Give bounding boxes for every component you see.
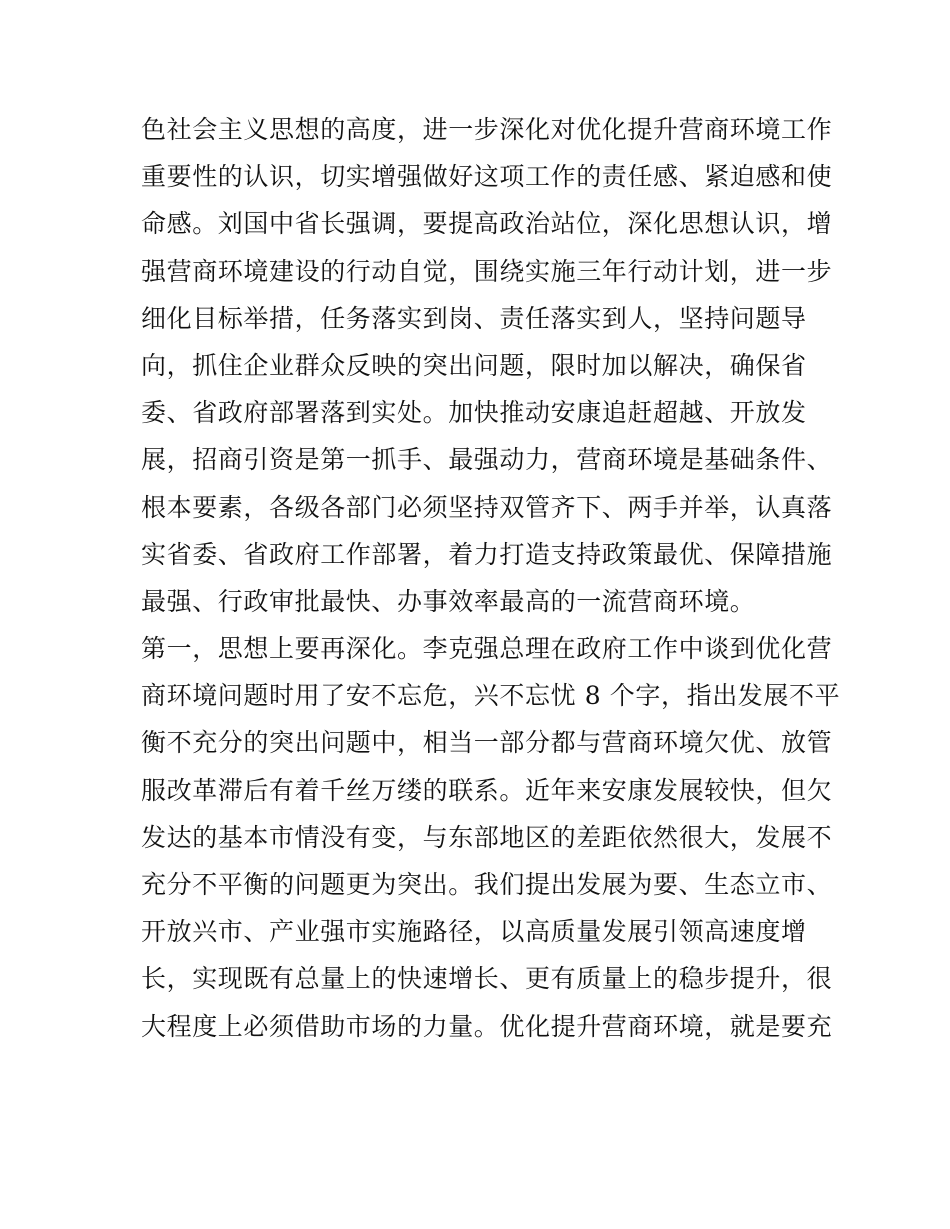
text-line: 衡不充分的突出问题中，相当一部分都与营商环境欠优、放管 [141,728,833,758]
text-line: 命感。刘国中省长强调，要提高政治站位，深化思想认识，增 [141,209,833,239]
text-line: 色社会主义思想的高度，进一步深化对优化提升营商环境工作 [141,115,833,144]
text-line: 向，抓住企业群众反映的突出问题，限时加以解决，确保省 [141,350,807,380]
text-line: 发达的基本市情没有变，与东部地区的差距依然很大，发展不 [141,822,833,852]
text-line: 服改革滞后有着千丝万缕的联系。近年来安康发展较快，但欠 [141,775,833,805]
text-line: 开放兴市、产业强市实施路径，以高质量发展引领高速度增 [141,917,807,947]
text-line: 重要性的认识，切实增强做好这项工作的责任感、紧迫感和使 [141,162,833,192]
document-body [141,106,841,1050]
text-line: 大程度上必须借助市场的力量。优化提升营商环境，就是要充 [141,1011,833,1041]
text-line: 商环境问题时用了安不忘危，兴不忘忧 8 个字，指出发展不平 [141,681,841,711]
text-line: 长，实现既有总量上的快速增长、更有质量上的稳步提升，很 [141,964,833,994]
text-line: 强营商环境建设的行动自觉，围绕实施三年行动计划，进一步 [141,256,833,286]
text-line: 第一，思想上要再深化。李克强总理在政府工作中谈到优化营 [141,634,833,664]
text-line: 展，招商引资是第一抓手、最强动力，营商环境是基础条件、 [141,445,833,475]
text-line: 委、省政府部署落到实处。加快推动安康追赶超越、开放发 [141,398,807,428]
text-line: 实省委、省政府工作部署，着力打造支持政策最优、保障措施 [141,539,833,569]
text-line: 最强、行政审批最快、办事效率最高的一流营商环境。 [141,586,756,616]
text-line: 充分不平衡的问题更为突出。我们提出发展为要、生态立市、 [141,870,833,899]
text-line: 根本要素，各级各部门必须坚持双管齐下、两手并举，认真落 [141,492,833,522]
text-line: 细化目标举措，任务落实到岗、责任落实到人，坚持问题导 [141,303,807,333]
